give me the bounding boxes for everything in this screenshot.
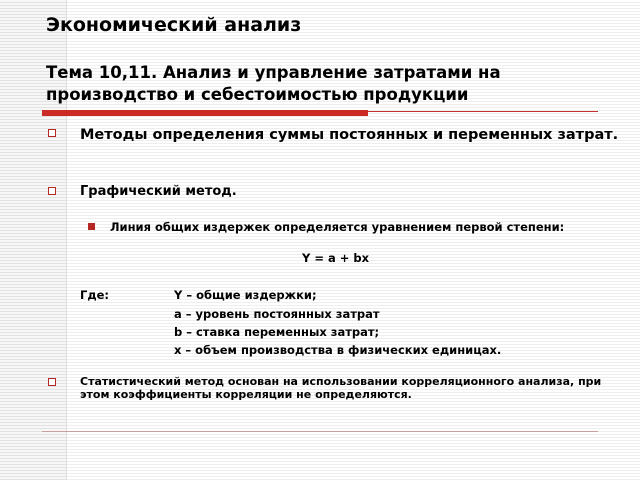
bullet-methods: Методы определения суммы постоянных и переменных затрат. (80, 127, 619, 143)
small-square-bullet-icon (88, 223, 95, 230)
legend-item-b: b – ставка переменных затрат; (174, 325, 380, 339)
square-bullet-icon (48, 378, 56, 386)
cost-formula: Y = a + bx (302, 251, 370, 265)
legend-item-x: x – объем производства в физических единицах. (174, 343, 502, 357)
slide-topic: Тема 10,11. Анализ и управление затратами на производство и себестоимостью продукции (46, 63, 501, 104)
square-bullet-icon (48, 129, 56, 137)
legend-item-y: Y – общие издержки; (174, 288, 317, 302)
legend-item-a: a – уровень постоянных затрат (174, 307, 380, 321)
bullet-total-cost-line: Линия общих издержек определяется уравнением первой степени: (110, 220, 565, 234)
bottom-divider-line (42, 431, 598, 432)
bullet-statistical-method: Статистический метод основан на использовании корреляционного анализа, при этом коэффициенты корреляции не определяются. (80, 375, 602, 401)
title-accent-bar (42, 110, 368, 116)
bullet-graphic-method: Графический метод. (80, 184, 237, 199)
square-bullet-icon (48, 187, 56, 195)
slide-title: Экономический анализ (46, 14, 302, 36)
where-label: Где: (80, 288, 110, 302)
